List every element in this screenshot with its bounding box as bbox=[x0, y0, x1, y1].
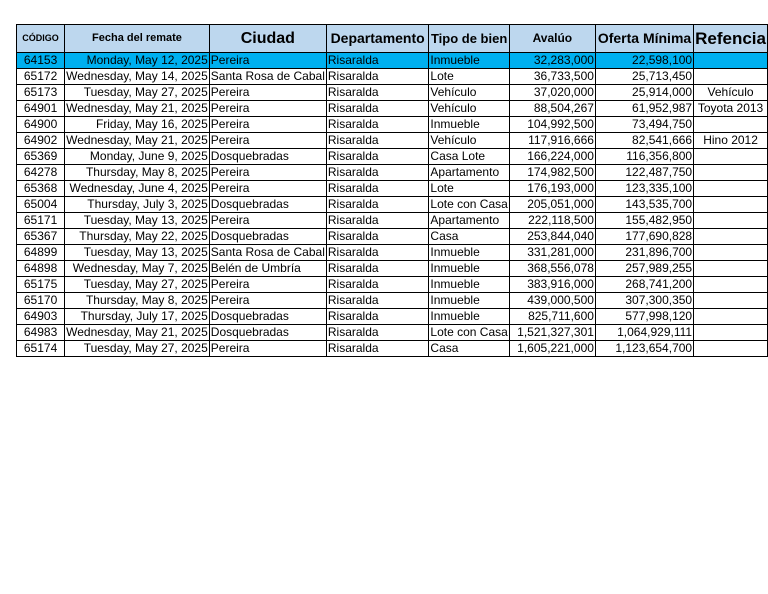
cell-type[interactable]: Apartamento bbox=[429, 213, 509, 229]
cell-city[interactable]: Dosquebradas bbox=[209, 149, 326, 165]
cell-date[interactable]: Friday, May 16, 2025 bbox=[65, 117, 210, 133]
table-row[interactable] bbox=[17, 133, 768, 149]
cell-min-offer[interactable]: 307,300,350 bbox=[595, 293, 693, 309]
cell-city[interactable]: Pereira bbox=[209, 213, 326, 229]
cell-reference[interactable]: Hino 2012 bbox=[694, 133, 768, 149]
cell-city[interactable]: Pereira bbox=[209, 133, 326, 149]
cell-date[interactable]: Thursday, May 22, 2025 bbox=[65, 229, 210, 245]
cell-code[interactable]: 65174 bbox=[17, 341, 65, 357]
header-type[interactable]: Tipo de bien bbox=[429, 25, 509, 53]
cell-type[interactable]: Apartamento bbox=[429, 165, 509, 181]
cell-code[interactable]: 65175 bbox=[17, 277, 65, 293]
cell-appraisal[interactable]: 205,051,000 bbox=[509, 197, 595, 213]
cell-reference[interactable]: Toyota 2013 bbox=[694, 101, 768, 117]
cell-department[interactable]: Risaralda bbox=[326, 101, 429, 117]
cell-department[interactable]: Risaralda bbox=[326, 229, 429, 245]
cell-reference[interactable] bbox=[694, 117, 768, 133]
cell-appraisal[interactable]: 1,605,221,000 bbox=[509, 341, 595, 357]
cell-department[interactable]: Risaralda bbox=[326, 309, 429, 325]
table-body bbox=[17, 53, 768, 357]
cell-department[interactable]: Risaralda bbox=[326, 197, 429, 213]
cell-reference[interactable] bbox=[694, 149, 768, 165]
cell-code[interactable]: 65367 bbox=[17, 229, 65, 245]
cell-reference[interactable] bbox=[694, 309, 768, 325]
cell-date[interactable]: Wednesday, May 14, 2025 bbox=[66, 69, 208, 83]
cell-min-offer[interactable]: 22,598,100 bbox=[595, 53, 693, 69]
cell-city[interactable]: Dosquebradas bbox=[209, 325, 326, 341]
table-row[interactable] bbox=[17, 245, 768, 261]
cell-department[interactable]: Risaralda bbox=[326, 213, 429, 229]
cell-code[interactable]: 64899 bbox=[17, 245, 65, 261]
cell-date[interactable]: Monday, June 9, 2025 bbox=[65, 149, 210, 165]
cell-code[interactable]: 64898 bbox=[17, 261, 65, 277]
table-row[interactable] bbox=[17, 341, 768, 357]
cell-date[interactable]: Wednesday, May 21, 2025 bbox=[66, 101, 208, 115]
cell-type[interactable]: Casa Lote bbox=[429, 149, 509, 165]
cell-min-offer[interactable]: 61,952,987 bbox=[595, 101, 693, 117]
table-row[interactable] bbox=[17, 101, 768, 117]
cell-min-offer[interactable]: 25,713,450 bbox=[595, 69, 693, 85]
cell-reference[interactable] bbox=[694, 261, 768, 277]
cell-department[interactable]: Risaralda bbox=[326, 293, 429, 309]
cell-type[interactable]: Vehículo bbox=[429, 101, 509, 117]
cell-reference[interactable] bbox=[694, 213, 768, 229]
table-row[interactable] bbox=[17, 69, 768, 85]
cell-min-offer[interactable]: 25,914,000 bbox=[595, 85, 693, 101]
table-row[interactable] bbox=[17, 117, 768, 133]
cell-appraisal[interactable]: 368,556,078 bbox=[509, 261, 595, 277]
cell-type[interactable]: Lote bbox=[429, 181, 509, 197]
cell-code[interactable]: 64153 bbox=[17, 53, 65, 69]
cell-appraisal[interactable]: 222,118,500 bbox=[509, 213, 595, 229]
cell-type[interactable]: Casa bbox=[429, 229, 509, 245]
cell-code[interactable]: 65004 bbox=[17, 197, 65, 213]
header-reference[interactable]: Refencia bbox=[694, 25, 768, 53]
cell-min-offer[interactable]: 257,989,255 bbox=[595, 261, 693, 277]
cell-city[interactable]: Santa Rosa de Cabal bbox=[210, 245, 325, 259]
table-row[interactable] bbox=[17, 213, 768, 229]
cell-department[interactable]: Risaralda bbox=[326, 341, 429, 357]
table-row[interactable] bbox=[17, 197, 768, 213]
cell-city[interactable]: Dosquebradas bbox=[209, 229, 326, 245]
cell-department[interactable]: Risaralda bbox=[326, 149, 429, 165]
table-row[interactable] bbox=[17, 293, 768, 309]
cell-city[interactable]: Pereira bbox=[209, 85, 326, 101]
cell-type[interactable]: Inmueble bbox=[429, 277, 509, 293]
cell-code[interactable]: 64903 bbox=[17, 309, 65, 325]
cell-min-offer[interactable]: 82,541,666 bbox=[595, 133, 693, 149]
cell-reference[interactable] bbox=[694, 165, 768, 181]
cell-min-offer[interactable]: 1,064,929,111 bbox=[595, 325, 693, 341]
cell-min-offer[interactable]: 155,482,950 bbox=[595, 213, 693, 229]
cell-reference[interactable] bbox=[694, 277, 768, 293]
cell-appraisal[interactable]: 32,283,000 bbox=[509, 53, 595, 69]
cell-reference[interactable]: Vehículo bbox=[694, 85, 768, 101]
cell-city[interactable]: Pereira bbox=[209, 165, 326, 181]
cell-reference[interactable] bbox=[694, 293, 768, 309]
table-row[interactable] bbox=[17, 53, 768, 69]
cell-department[interactable]: Risaralda bbox=[326, 277, 429, 293]
cell-type[interactable]: Casa bbox=[429, 341, 509, 357]
cell-city[interactable]: Pereira bbox=[209, 293, 326, 309]
cell-code[interactable]: 65171 bbox=[17, 213, 65, 229]
header-appraisal[interactable]: Avalúo bbox=[509, 25, 595, 53]
cell-appraisal[interactable]: 825,711,600 bbox=[509, 309, 595, 325]
table-row[interactable] bbox=[17, 85, 768, 101]
cell-reference[interactable] bbox=[694, 69, 768, 85]
table-row[interactable] bbox=[17, 277, 768, 293]
table-row[interactable] bbox=[17, 165, 768, 181]
header-row bbox=[17, 25, 768, 53]
cell-appraisal[interactable]: 36,733,500 bbox=[509, 69, 595, 85]
table-row[interactable] bbox=[17, 261, 768, 277]
cell-appraisal[interactable]: 383,916,000 bbox=[509, 277, 595, 293]
cell-date[interactable]: Tuesday, May 13, 2025 bbox=[65, 213, 210, 229]
header-date[interactable]: Fecha del remate bbox=[65, 25, 210, 53]
cell-appraisal[interactable]: 88,504,267 bbox=[509, 101, 595, 117]
cell-type[interactable]: Inmueble bbox=[429, 293, 509, 309]
cell-min-offer[interactable]: 73,494,750 bbox=[595, 117, 693, 133]
cell-type[interactable]: Vehículo bbox=[429, 85, 509, 101]
cell-date[interactable]: Monday, May 12, 2025 bbox=[65, 53, 210, 69]
cell-code[interactable]: 64900 bbox=[17, 117, 65, 133]
cell-date[interactable]: Wednesday, June 4, 2025 bbox=[65, 181, 210, 197]
cell-min-offer[interactable]: 1,123,654,700 bbox=[595, 341, 693, 357]
cell-min-offer[interactable]: 122,487,750 bbox=[595, 165, 693, 181]
cell-city[interactable]: Pereira bbox=[209, 101, 326, 117]
cell-date[interactable]: Tuesday, May 13, 2025 bbox=[65, 245, 210, 261]
cell-city[interactable]: Pereira bbox=[209, 117, 326, 133]
cell-type[interactable]: Inmueble bbox=[429, 53, 509, 69]
cell-department[interactable]: Risaralda bbox=[326, 85, 429, 101]
cell-type[interactable]: Inmueble bbox=[429, 245, 509, 261]
cell-appraisal[interactable]: 117,916,666 bbox=[509, 133, 595, 149]
cell-code[interactable]: 65172 bbox=[17, 69, 65, 85]
cell-code[interactable]: 65173 bbox=[17, 85, 65, 101]
cell-city[interactable]: Pereira bbox=[209, 277, 326, 293]
table-row[interactable] bbox=[17, 181, 768, 197]
cell-min-offer[interactable]: 123,335,100 bbox=[595, 181, 693, 197]
cell-city[interactable]: Belén de Umbría bbox=[209, 261, 326, 277]
cell-city[interactable]: Dosquebradas bbox=[209, 309, 326, 325]
cell-type[interactable]: Inmueble bbox=[429, 309, 509, 325]
cell-reference[interactable] bbox=[694, 53, 768, 69]
cell-department[interactable]: Risaralda bbox=[326, 245, 429, 261]
cell-date[interactable]: Tuesday, May 27, 2025 bbox=[65, 277, 210, 293]
cell-department[interactable]: Risaralda bbox=[326, 325, 429, 341]
cell-reference[interactable] bbox=[694, 325, 768, 341]
cell-code[interactable]: 64901 bbox=[17, 101, 65, 117]
cell-code[interactable]: 65170 bbox=[17, 293, 65, 309]
cell-date[interactable]: Tuesday, May 27, 2025 bbox=[65, 341, 210, 357]
cell-min-offer[interactable]: 577,998,120 bbox=[595, 309, 693, 325]
cell-type[interactable]: Vehículo bbox=[429, 133, 509, 149]
table-row[interactable] bbox=[17, 149, 768, 165]
cell-date[interactable]: Thursday, May 8, 2025 bbox=[65, 165, 210, 181]
cell-appraisal[interactable]: 37,020,000 bbox=[509, 85, 595, 101]
cell-appraisal[interactable]: 176,193,000 bbox=[509, 181, 595, 197]
cell-min-offer[interactable]: 116,356,800 bbox=[595, 149, 693, 165]
cell-appraisal[interactable]: 174,982,500 bbox=[509, 165, 595, 181]
header-min-offer[interactable]: Oferta Mínima bbox=[595, 25, 693, 53]
cell-city[interactable]: Dosquebradas bbox=[209, 197, 326, 213]
cell-department[interactable]: Risaralda bbox=[326, 165, 429, 181]
cell-date[interactable]: Thursday, May 8, 2025 bbox=[65, 293, 210, 309]
cell-min-offer[interactable]: 143,535,700 bbox=[595, 197, 693, 213]
cell-date[interactable]: Thursday, July 3, 2025 bbox=[65, 197, 210, 213]
cell-appraisal[interactable]: 439,000,500 bbox=[509, 293, 595, 309]
table-row[interactable] bbox=[17, 325, 768, 341]
cell-department[interactable]: Risaralda bbox=[326, 181, 429, 197]
cell-department[interactable]: Risaralda bbox=[326, 133, 429, 149]
cell-city[interactable]: Pereira bbox=[209, 53, 326, 69]
header-department[interactable]: Departamento bbox=[326, 25, 429, 53]
cell-code[interactable]: 64983 bbox=[17, 325, 65, 341]
cell-reference[interactable] bbox=[694, 341, 768, 357]
cell-code[interactable]: 64278 bbox=[17, 165, 65, 181]
cell-type[interactable]: Lote bbox=[429, 69, 509, 85]
cell-city[interactable]: Santa Rosa de Cabal bbox=[210, 69, 325, 83]
cell-date[interactable]: Tuesday, May 27, 2025 bbox=[65, 85, 210, 101]
cell-appraisal[interactable]: 331,281,000 bbox=[509, 245, 595, 261]
cell-appraisal[interactable]: 166,224,000 bbox=[509, 149, 595, 165]
cell-reference[interactable] bbox=[694, 197, 768, 213]
cell-type[interactable]: Lote con Casa bbox=[430, 197, 508, 211]
header-city[interactable]: Ciudad bbox=[209, 25, 326, 53]
cell-appraisal[interactable]: 253,844,040 bbox=[509, 229, 595, 245]
cell-code[interactable]: 65369 bbox=[17, 149, 65, 165]
header-code[interactable]: CÓDIGO bbox=[17, 25, 65, 53]
cell-department[interactable]: Risaralda bbox=[326, 69, 429, 85]
cell-code[interactable]: 65368 bbox=[17, 181, 65, 197]
cell-date[interactable]: Thursday, July 17, 2025 bbox=[65, 309, 210, 325]
cell-reference[interactable] bbox=[694, 229, 768, 245]
cell-city[interactable]: Pereira bbox=[209, 181, 326, 197]
table-row[interactable] bbox=[17, 229, 768, 245]
cell-type[interactable]: Lote con Casa bbox=[430, 325, 508, 339]
table-row[interactable] bbox=[17, 309, 768, 325]
cell-department[interactable]: Risaralda bbox=[326, 261, 429, 277]
cell-min-offer[interactable]: 268,741,200 bbox=[595, 277, 693, 293]
cell-department[interactable]: Risaralda bbox=[326, 117, 429, 133]
cell-type[interactable]: Inmueble bbox=[429, 261, 509, 277]
cell-code[interactable]: 64902 bbox=[17, 133, 65, 149]
cell-date[interactable]: Wednesday, May 21, 2025 bbox=[66, 325, 208, 339]
cell-min-offer[interactable]: 231,896,700 bbox=[595, 245, 693, 261]
auction-table bbox=[16, 24, 768, 357]
cell-city[interactable]: Pereira bbox=[209, 341, 326, 357]
cell-min-offer[interactable]: 177,690,828 bbox=[595, 229, 693, 245]
cell-appraisal[interactable]: 104,992,500 bbox=[509, 117, 595, 133]
cell-department[interactable]: Risaralda bbox=[326, 53, 429, 69]
cell-date[interactable]: Wednesday, May 7, 2025 bbox=[65, 261, 210, 277]
cell-date[interactable]: Wednesday, May 21, 2025 bbox=[66, 133, 208, 147]
cell-type[interactable]: Inmueble bbox=[429, 117, 509, 133]
cell-reference[interactable] bbox=[694, 245, 768, 261]
cell-appraisal[interactable]: 1,521,327,301 bbox=[509, 325, 595, 341]
cell-reference[interactable] bbox=[694, 181, 768, 197]
